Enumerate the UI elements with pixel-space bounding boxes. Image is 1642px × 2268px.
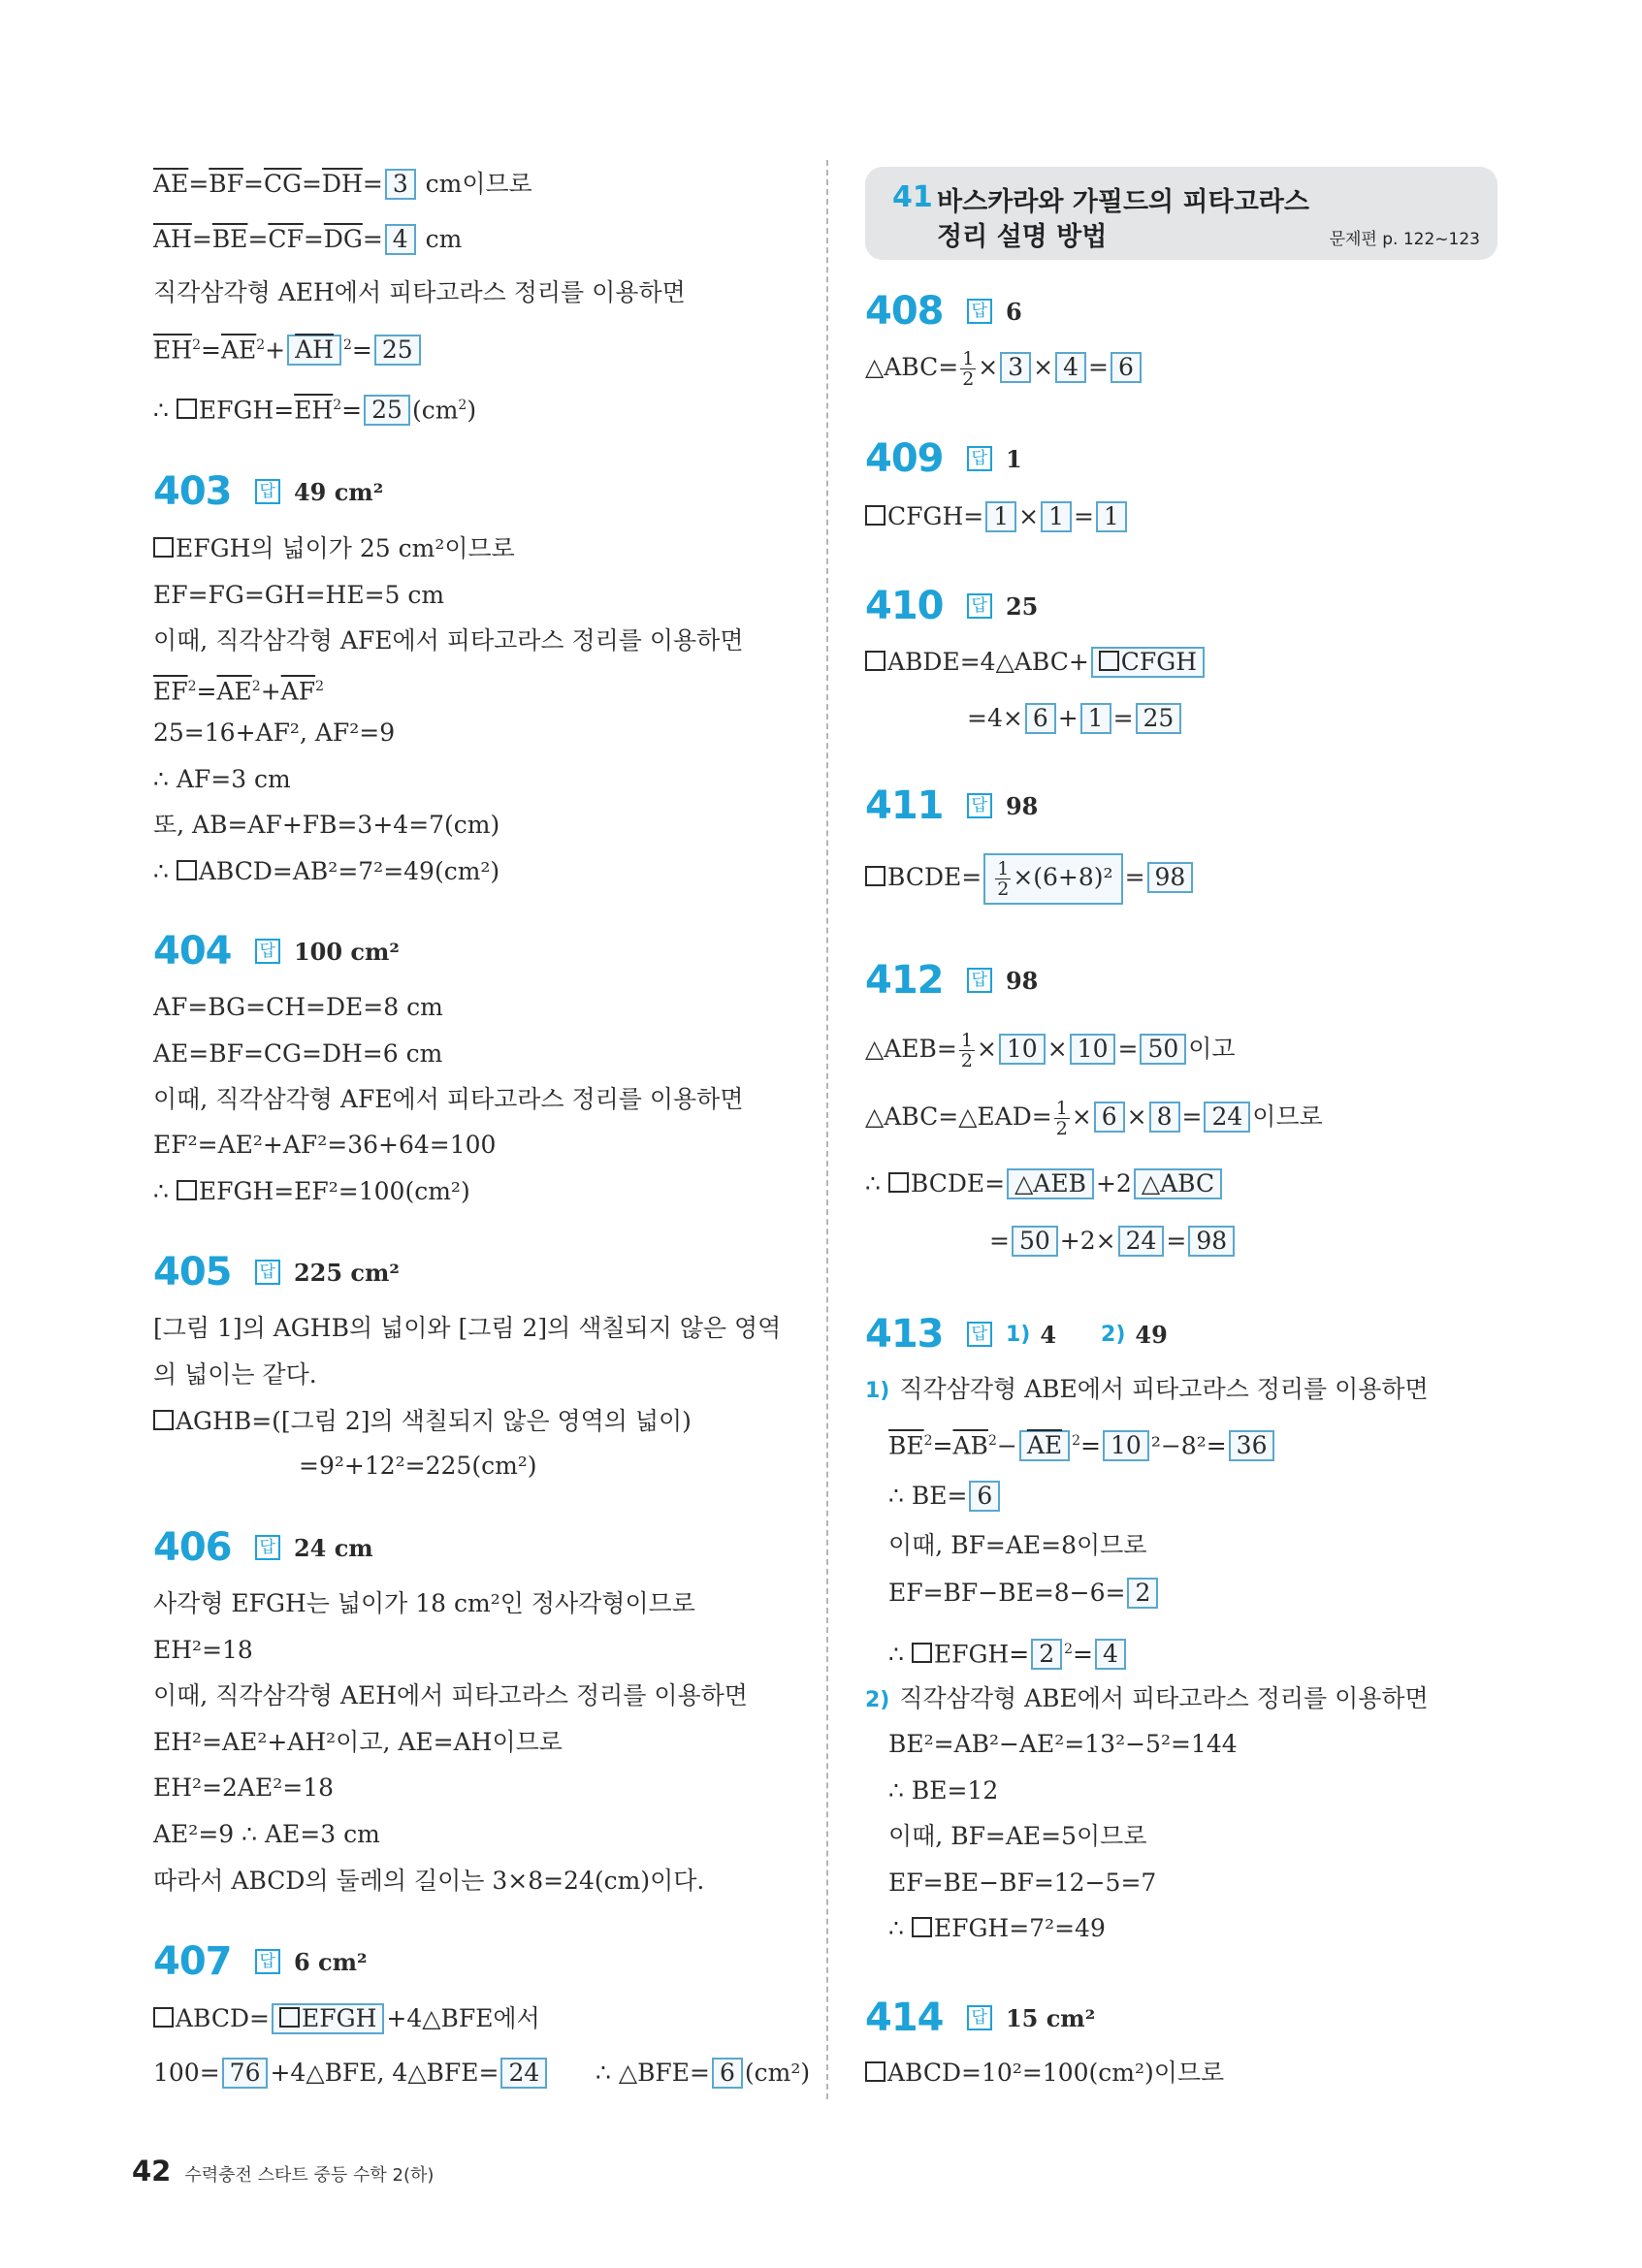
q413-line-3: ∴ BE= 6 bbox=[888, 1479, 1002, 1514]
question-405-header bbox=[153, 1250, 400, 1294]
answer-box: △ABC bbox=[1134, 1168, 1222, 1199]
answer-tag: 답 bbox=[967, 593, 992, 619]
answer-box: 25 bbox=[1136, 703, 1182, 734]
q413-line-2: $\overline{BE}^2=\overline{AB}^2- \overline{AE}$ $^2$= 10 ²−8²= 36 bbox=[888, 1423, 1276, 1463]
question-407-header bbox=[153, 1939, 368, 1984]
q413-line-10: 이때, BF=AE=5이므로 bbox=[888, 1822, 1147, 1850]
question-403-header bbox=[153, 469, 383, 514]
page-footer bbox=[132, 2155, 434, 2188]
question-412-header bbox=[865, 958, 1038, 1003]
answer-tag: 답 bbox=[967, 1322, 992, 1347]
answer-box: 98 bbox=[1147, 862, 1194, 893]
answer-box: 36 bbox=[1229, 1430, 1275, 1461]
q405-line-1: [그림 1]의 AGHB의 넓이와 [그림 2]의 색칠되지 않은 영역 bbox=[153, 1314, 782, 1342]
q413-line-8: BE²=AB²−AE²=13²−5²=144 bbox=[888, 1730, 1238, 1758]
answer-box: 76 bbox=[222, 2058, 269, 2089]
q404-line-4: EF²=AE²+AF²=36+64=100 bbox=[153, 1131, 497, 1159]
answer-box: 10 bbox=[1103, 1430, 1149, 1461]
q411-line-1: BCDE= $\frac{1}{2}$ ×(6+8)² = 98 bbox=[865, 853, 1195, 905]
answer-tag: 답 bbox=[255, 1535, 280, 1560]
square-symbol bbox=[177, 1180, 197, 1200]
q406-line-4: EH²=AE²+AH²이고, AE=AH이므로 bbox=[153, 1728, 563, 1756]
q407-line-2: 100= 76 +4△BFE, 4△BFE= 24 ∴ △BFE= 6 (cm²) bbox=[153, 2059, 811, 2087]
q406-line-6: AE²=9 ∴ AE=3 cm bbox=[153, 1820, 380, 1848]
section-header bbox=[865, 167, 1497, 260]
answer-box: $\overline{AH}$ bbox=[287, 335, 341, 366]
answer: 15 cm² bbox=[1005, 2003, 1096, 2032]
question-404-header bbox=[153, 929, 400, 974]
page-number: 42 bbox=[132, 2155, 172, 2188]
answer-box: 2 bbox=[1127, 1578, 1158, 1609]
question-408-header bbox=[865, 289, 1022, 334]
answer: 100 cm² bbox=[293, 937, 400, 966]
q404-line-2: AE=BF=CG=DH=6 cm bbox=[153, 1039, 443, 1068]
answer-box: 24 bbox=[500, 2058, 547, 2089]
answer-tag: 답 bbox=[255, 1260, 280, 1285]
q408-line-1: △ABC= $\frac{1}{2}$ × 3 × 4 = 6 bbox=[865, 349, 1143, 389]
question-413-header: 413 답 1) 4 2) 49 bbox=[865, 1312, 1168, 1357]
q413-line-9: ∴ BE=12 bbox=[888, 1776, 999, 1805]
question-number: 413 bbox=[865, 1312, 944, 1357]
answer: 24 cm bbox=[293, 1533, 373, 1562]
answer-box: △AEB bbox=[1007, 1168, 1094, 1199]
q413-line-11: EF=BE−BF=12−5=7 bbox=[888, 1869, 1157, 1897]
q410-line-2: =4× 6 + 1 = 25 bbox=[967, 701, 1183, 736]
square-symbol bbox=[888, 1172, 909, 1193]
q413-line-6: ∴ EFGH= 2 $^2$= 4 bbox=[888, 1632, 1128, 1672]
answer-box: 98 bbox=[1188, 1226, 1235, 1257]
answer: 98 bbox=[1005, 791, 1039, 820]
answer: 49 cm² bbox=[293, 477, 384, 506]
question-number: 405 bbox=[153, 1250, 232, 1294]
answer-box: 4 bbox=[385, 224, 416, 255]
square-symbol bbox=[865, 651, 885, 671]
square-symbol bbox=[153, 2007, 174, 2028]
question-number: 403 bbox=[153, 469, 232, 514]
q403-line-5: 25=16+AF², AF²=9 bbox=[153, 719, 396, 747]
answer-box: CFGH bbox=[1091, 647, 1205, 678]
answer-tag: 답 bbox=[967, 299, 992, 324]
question-410-header bbox=[865, 584, 1038, 628]
q413-part1-line: 1) 직각삼각형 ABE에서 피타고라스 정리를 이용하면 bbox=[865, 1375, 1429, 1403]
question-406-header bbox=[153, 1525, 373, 1570]
answer-box: 25 bbox=[364, 395, 410, 426]
q412-line-3: ∴ BCDE= △AEB +2 △ABC bbox=[865, 1166, 1224, 1201]
question-number: 414 bbox=[865, 1996, 944, 2040]
square-symbol bbox=[912, 1643, 932, 1663]
question-number: 406 bbox=[153, 1525, 232, 1570]
square-symbol bbox=[177, 860, 197, 880]
square-symbol bbox=[865, 2061, 885, 2082]
square-symbol bbox=[177, 399, 197, 419]
answer-box: 24 bbox=[1204, 1102, 1250, 1133]
answer-box: 6 bbox=[1094, 1102, 1125, 1133]
q404-line-5: ∴ EFGH=EF²=100(cm²) bbox=[153, 1177, 470, 1205]
question-number: 408 bbox=[865, 289, 944, 334]
answer-box: 3 bbox=[385, 169, 416, 200]
q407-line-1: ABCD= EFGH +4△BFE에서 bbox=[153, 2001, 540, 2036]
section-title-line1: 바스카라와 가필드의 피타고라스 bbox=[937, 187, 1309, 217]
q404-line-3: 이때, 직각삼각형 AFE에서 피타고라스 정리를 이용하면 bbox=[153, 1085, 744, 1113]
answer-tag: 답 bbox=[255, 939, 280, 964]
answer: 6 bbox=[1005, 297, 1022, 326]
answer-tag: 답 bbox=[967, 793, 992, 818]
answer-box: 8 bbox=[1149, 1102, 1180, 1133]
square-symbol bbox=[153, 537, 174, 558]
column-divider bbox=[826, 160, 828, 2099]
answer: 225 cm² bbox=[293, 1258, 400, 1287]
q403-line-2: EF=FG=GH=HE=5 cm bbox=[153, 581, 445, 609]
answer-box: EFGH bbox=[272, 2003, 384, 2034]
section-number: 41 bbox=[892, 180, 933, 214]
book-title: 수력충전 스타트 중등 수학 2(하) bbox=[184, 2165, 435, 2186]
answer-tag: 답 bbox=[967, 968, 992, 993]
q404-line-1: AF=BG=CH=DE=8 cm bbox=[153, 993, 443, 1021]
answer-box: 1 bbox=[1096, 501, 1127, 532]
answer-box: 1 bbox=[1080, 703, 1111, 734]
question-414-header bbox=[865, 1996, 1095, 2040]
square-symbol bbox=[865, 866, 885, 886]
square-symbol bbox=[153, 1410, 174, 1430]
q405-line-3: AGHB=([그림 2]의 색칠되지 않은 영역의 넓이) bbox=[153, 1404, 692, 1439]
prev-line-5: ∴ $EFGH=\overline{EH}^2= 25$ $(cm^2)$ bbox=[153, 396, 477, 425]
answer-box: 4 bbox=[1055, 352, 1086, 383]
answer-box: $\overline{AE}$ bbox=[1019, 1430, 1070, 1461]
prev-line-4: $\overline{EH}^2=\overline{AE}^2+ \overline{AH}$ $^2$= 25 bbox=[153, 328, 423, 367]
answer-box: 4 bbox=[1095, 1639, 1126, 1670]
answer: 6 cm² bbox=[293, 1947, 368, 1976]
answer-box: 1 bbox=[1041, 501, 1072, 532]
answer: 98 bbox=[1005, 966, 1039, 995]
answer-box: 6 bbox=[969, 1481, 1000, 1512]
q412-line-2: △ABC=△EAD= $\frac{1}{2}$ × 6 × 8 = 24 이므로 bbox=[865, 1098, 1323, 1139]
q405-line-2: 의 넓이는 같다. bbox=[153, 1360, 317, 1389]
q414-line-1: ABCD=10²=100(cm²)이므로 bbox=[865, 2056, 1224, 2091]
q403-line-3: 이때, 직각삼각형 AFE에서 피타고라스 정리를 이용하면 bbox=[153, 626, 744, 655]
q403-line-6: ∴ AF=3 cm bbox=[153, 765, 291, 793]
question-number: 404 bbox=[153, 929, 232, 974]
q412-line-1: △AEB= $\frac{1}{2}$ × 10 × 10 = 50 이고 bbox=[865, 1030, 1236, 1071]
q406-line-5: EH²=2AE²=18 bbox=[153, 1773, 335, 1802]
q409-line-1: CFGH= 1 × 1 = 1 bbox=[865, 499, 1129, 534]
question-411-header bbox=[865, 783, 1038, 828]
prev-line-3: 직각삼각형 AEH에서 피타고라스 정리를 이용하면 bbox=[153, 278, 686, 306]
answer-box: 25 bbox=[374, 335, 421, 366]
question-number: 412 bbox=[865, 958, 944, 1003]
question-number: 407 bbox=[153, 1939, 232, 1984]
q403-line-7: 또, AB=AF+FB=3+4=7(cm) bbox=[153, 811, 500, 839]
q403-line-1: EFGH의 넓이가 25 cm²이므로 bbox=[153, 531, 515, 566]
answer-box: 6 bbox=[712, 2058, 743, 2089]
q406-line-3: 이때, 직각삼각형 AEH에서 피타고라스 정리를 이용하면 bbox=[153, 1681, 748, 1709]
question-number: 409 bbox=[865, 436, 944, 481]
square-symbol bbox=[912, 1917, 932, 1937]
answer-box: 10 bbox=[1070, 1034, 1116, 1065]
q412-line-4: = 50 +2× 24 = 98 bbox=[989, 1224, 1237, 1259]
answer-box: 2 bbox=[1031, 1639, 1062, 1670]
answer-box: 24 bbox=[1118, 1226, 1165, 1257]
q413-part2-line: 2) 직각삼각형 ABE에서 피타고라스 정리를 이용하면 bbox=[865, 1684, 1429, 1712]
square-symbol bbox=[865, 505, 885, 526]
answer-box: 10 bbox=[999, 1034, 1046, 1065]
answer-box: 3 bbox=[1000, 352, 1031, 383]
answer-box: 1 bbox=[985, 501, 1016, 532]
prev-line-1: $\overline{AE}=\overline{BF}=\overline{CG}=\overline{DH}= 3$ cm이므로 bbox=[153, 170, 532, 198]
answer-tag: 답 bbox=[967, 2005, 992, 2030]
answer-box: 6 bbox=[1111, 352, 1142, 383]
answer: 1 bbox=[1005, 444, 1022, 473]
answer: 25 bbox=[1005, 591, 1039, 621]
q406-line-7: 따라서 ABCD의 둘레의 길이는 3×8=24(cm)이다. bbox=[153, 1867, 705, 1895]
q410-line-1: ABDE=4△ABC+ CFGH bbox=[865, 645, 1207, 680]
q413-line-12: ∴ EFGH=7²=49 bbox=[888, 1914, 1106, 1942]
answer-tag: 답 bbox=[967, 446, 992, 471]
question-number: 411 bbox=[865, 783, 944, 828]
answer-tag: 답 bbox=[255, 1949, 280, 1974]
answer-tag: 답 bbox=[255, 479, 280, 504]
prev-line-2: $\overline{AH}=\overline{BE}=\overline{CF}=\overline{DG}= 4$ cm bbox=[153, 225, 463, 253]
answer-box: 50 bbox=[1012, 1226, 1058, 1257]
q413-line-4: 이때, BF=AE=8이므로 bbox=[888, 1531, 1147, 1559]
q403-line-8: ∴ ABCD=AB²=7²=49(cm²) bbox=[153, 857, 500, 885]
q413-line-5: EF=BF−BE=8−6= 2 bbox=[888, 1576, 1160, 1611]
question-number: 410 bbox=[865, 584, 944, 628]
section-page-ref: 문제편 p. 122~123 bbox=[1329, 230, 1480, 249]
question-409-header bbox=[865, 436, 1022, 481]
answer-box: $\frac{1}{2}$ ×(6+8)² bbox=[983, 853, 1122, 905]
q403-line-4: $\overline{EF}^2=\overline{AE}^2+\overline{AF}^2$ bbox=[153, 677, 324, 706]
answer-box: 6 bbox=[1025, 703, 1056, 734]
q405-line-4: =9²+12²=225(cm²) bbox=[299, 1452, 537, 1480]
q406-line-1: 사각형 EFGH는 넓이가 18 cm²인 정사각형이므로 bbox=[153, 1589, 695, 1617]
section-title-line2: 정리 설명 방법 bbox=[937, 222, 1108, 252]
answer-box: 50 bbox=[1140, 1034, 1186, 1065]
q406-line-2: EH²=18 bbox=[153, 1636, 253, 1664]
